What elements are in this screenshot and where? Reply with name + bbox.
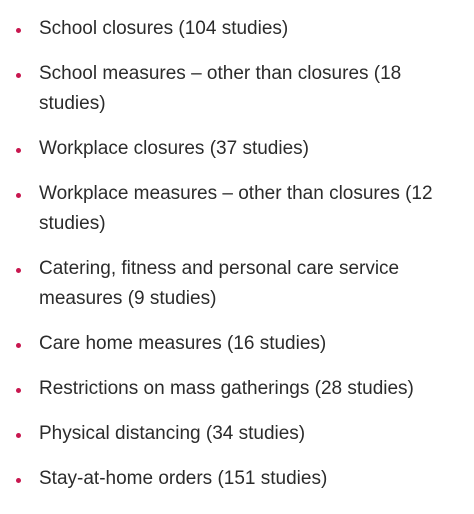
list-item-label: Care home measures (16 studies) <box>39 333 327 354</box>
list-item <box>0 374 474 404</box>
list-item <box>0 464 474 494</box>
list-item-label: Physical distancing (34 studies) <box>39 423 306 444</box>
bullet-icon <box>16 73 21 78</box>
list-item <box>0 134 474 164</box>
list-item-label: Workplace closures (37 studies) <box>39 138 309 159</box>
list-item <box>0 14 474 44</box>
list-item-label: School closures (104 studies) <box>39 18 289 39</box>
bullet-icon <box>16 478 21 483</box>
list-item-label: Stay-at-home orders (151 studies) <box>39 468 328 489</box>
list-item-label: Catering, fitness and personal care service measures (9 studies) <box>39 258 400 309</box>
bullet-icon <box>16 388 21 393</box>
list-item <box>0 419 474 449</box>
bullet-icon <box>16 193 21 198</box>
bullet-icon <box>16 268 21 273</box>
list-item-label: Restrictions on mass gatherings (28 studies) <box>39 378 414 399</box>
bullet-icon <box>16 148 21 153</box>
list-item <box>0 254 474 314</box>
bullet-icon <box>16 343 21 348</box>
bullet-icon <box>16 28 21 33</box>
list-item <box>0 59 474 119</box>
bullet-icon <box>16 433 21 438</box>
list-item <box>0 179 474 239</box>
list-item <box>0 329 474 359</box>
list-item-label: Workplace measures – other than closures (12 studies) <box>39 183 433 234</box>
list-item-label: School measures – other than closures (18 studies) <box>39 63 402 114</box>
